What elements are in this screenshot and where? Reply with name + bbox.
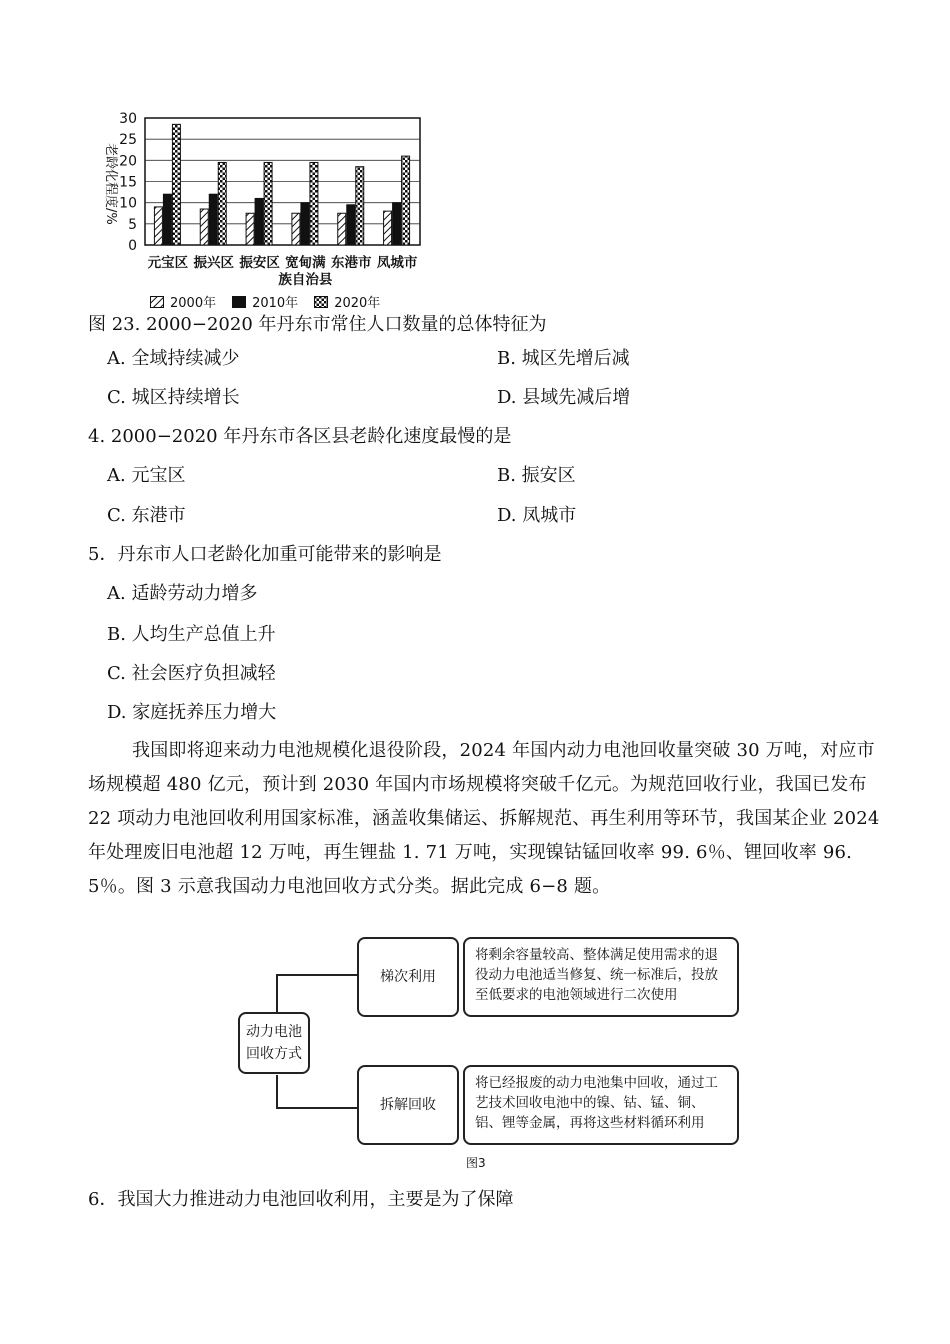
diagram-branch-1-desc: 将剩余容量较高、整体满足使用需求的退役动力电池适当修复、统一标准后，投放至低要求的电池领域进行二次使用 — [475, 947, 718, 1003]
bar-2000年-振安区 — [246, 213, 254, 245]
q4-option-b: B. 振安区 — [497, 465, 576, 486]
bar-2010年-凤城市 — [393, 203, 401, 245]
x-tick-label: 族自治县 — [278, 272, 333, 288]
bar-2010年-振兴区 — [209, 194, 217, 245]
legend-label-2020: 2020年 — [334, 296, 381, 311]
q3-option-d: D. 县域先减后增 — [497, 387, 631, 408]
q5-option-d: D. 家庭抚养压力增大 — [107, 702, 277, 723]
bar-2020年-振兴区 — [218, 162, 226, 245]
aging-bar-chart — [95, 105, 455, 315]
q6-stem: 6．我国大力推进动力电池回收利用，主要是为了保障 — [88, 1189, 514, 1210]
bar-2020年-元宝区 — [172, 124, 180, 245]
x-tick-label: 元宝区 — [147, 255, 189, 271]
q5-option-c: C. 社会医疗负担减轻 — [107, 663, 276, 684]
bar-2010年-东港市 — [347, 205, 355, 245]
bar-2020年-凤城市 — [402, 156, 410, 245]
bar-2000年-振兴区 — [200, 209, 208, 245]
q3-stem: 图 23. 2000−2020 年丹东市常住人口数量的总体特征为 — [88, 314, 547, 335]
q5-stem: 5．丹东市人口老龄化加重可能带来的影响是 — [88, 544, 442, 565]
x-tick-label: 振安区 — [239, 255, 280, 271]
q5-option-b: B. 人均生产总值上升 — [107, 624, 276, 645]
bar-2000年-凤城市 — [384, 211, 392, 245]
y-tick-label: 20 — [119, 153, 137, 170]
y-tick-label: 25 — [119, 132, 137, 149]
legend-label-2000: 2000年 — [170, 296, 217, 311]
x-tick-label: 振兴区 — [193, 255, 234, 271]
x-tick-label: 东港市 — [331, 255, 372, 271]
legend-swatch-2020 — [314, 296, 328, 308]
bar-2000年-元宝区 — [154, 207, 162, 245]
reading-passage: 我国即将迎来动力电池规模化退役阶段，2024 年国内动力电池回收量突破 30 万吨，对应市场规模超 480 亿元，预计到 2030 年国内市场规模将突破千亿元。为规范回收行业，我国已发布 22 项动力电池回收利用国家标准，涵盖收集储运、拆解规范、再生利用等环节，我国某企业 2024 年处理废旧电池超 12 万吨，再生锂盐 1. 71 万吨，实现镍钴锰回收率 99. 6％、锂回收率 96. 5％。图 3 示意我国动力电池回收方式分类。据此完成 6−8 题。 — [88, 740, 880, 897]
bar-2010年-振安区 — [255, 198, 263, 245]
diagram-root-line-2: 回收方式 — [246, 1046, 302, 1062]
x-tick-label: 宽甸满 — [285, 255, 326, 271]
bar-2010年-宽甸满族自治县 — [301, 203, 309, 245]
diagram-root-box — [238, 1012, 310, 1074]
q4-option-a: A. 元宝区 — [107, 465, 186, 486]
diagram-branch-1-label: 梯次利用 — [380, 969, 436, 985]
y-tick-label: 5 — [128, 216, 137, 233]
diagram-branch-1-desc-box — [463, 937, 739, 1017]
legend-swatch-2010 — [232, 296, 246, 308]
y-tick-label: 30 — [119, 111, 137, 127]
diagram-branch-2-desc: 将已经报废的动力电池集中回收，通过工艺技术回收电池中的镍、钴、锰、铜、铝、锂等金属，再将这些材料循环利用 — [475, 1075, 718, 1131]
bar-2000年-宽甸满族自治县 — [292, 213, 300, 245]
diagram-branch-2-label: 拆解回收 — [380, 1097, 436, 1113]
q4-option-d: D. 凤城市 — [497, 505, 577, 526]
chart-legend — [150, 292, 380, 311]
bar-2020年-东港市 — [356, 167, 364, 245]
diagram-branch-2-box — [357, 1065, 459, 1145]
bar-2000年-东港市 — [338, 213, 346, 245]
figure-caption: 图3 — [466, 1156, 486, 1170]
q5-option-a: A. 适龄劳动力增多 — [107, 583, 258, 604]
q4-stem: 4. 2000−2020 年丹东市各区县老龄化速度最慢的是 — [88, 426, 512, 447]
diagram-root-line-1: 动力电池 — [246, 1024, 302, 1040]
diagram-branch-1-box — [357, 937, 459, 1017]
y-tick-label: 15 — [119, 174, 137, 191]
y-axis-label: 老龄化程度/% — [103, 143, 118, 225]
q3-option-a: A. 全域持续减少 — [107, 348, 240, 369]
q3-option-c: C. 城区持续增长 — [107, 387, 240, 408]
diagram-branch-2-desc-box — [463, 1065, 739, 1145]
y-tick-label: 10 — [119, 195, 137, 212]
bar-2020年-宽甸满族自治县 — [310, 162, 318, 245]
q4-option-c: C. 东港市 — [107, 505, 186, 526]
y-tick-label: 0 — [128, 238, 137, 254]
legend-swatch-2000 — [150, 296, 164, 308]
bar-2010年-元宝区 — [163, 194, 171, 245]
x-tick-label: 凤城市 — [376, 255, 418, 271]
q3-option-b: B. 城区先增后减 — [497, 348, 630, 369]
bar-2020年-振安区 — [264, 162, 272, 245]
legend-label-2010: 2010年 — [252, 296, 299, 311]
